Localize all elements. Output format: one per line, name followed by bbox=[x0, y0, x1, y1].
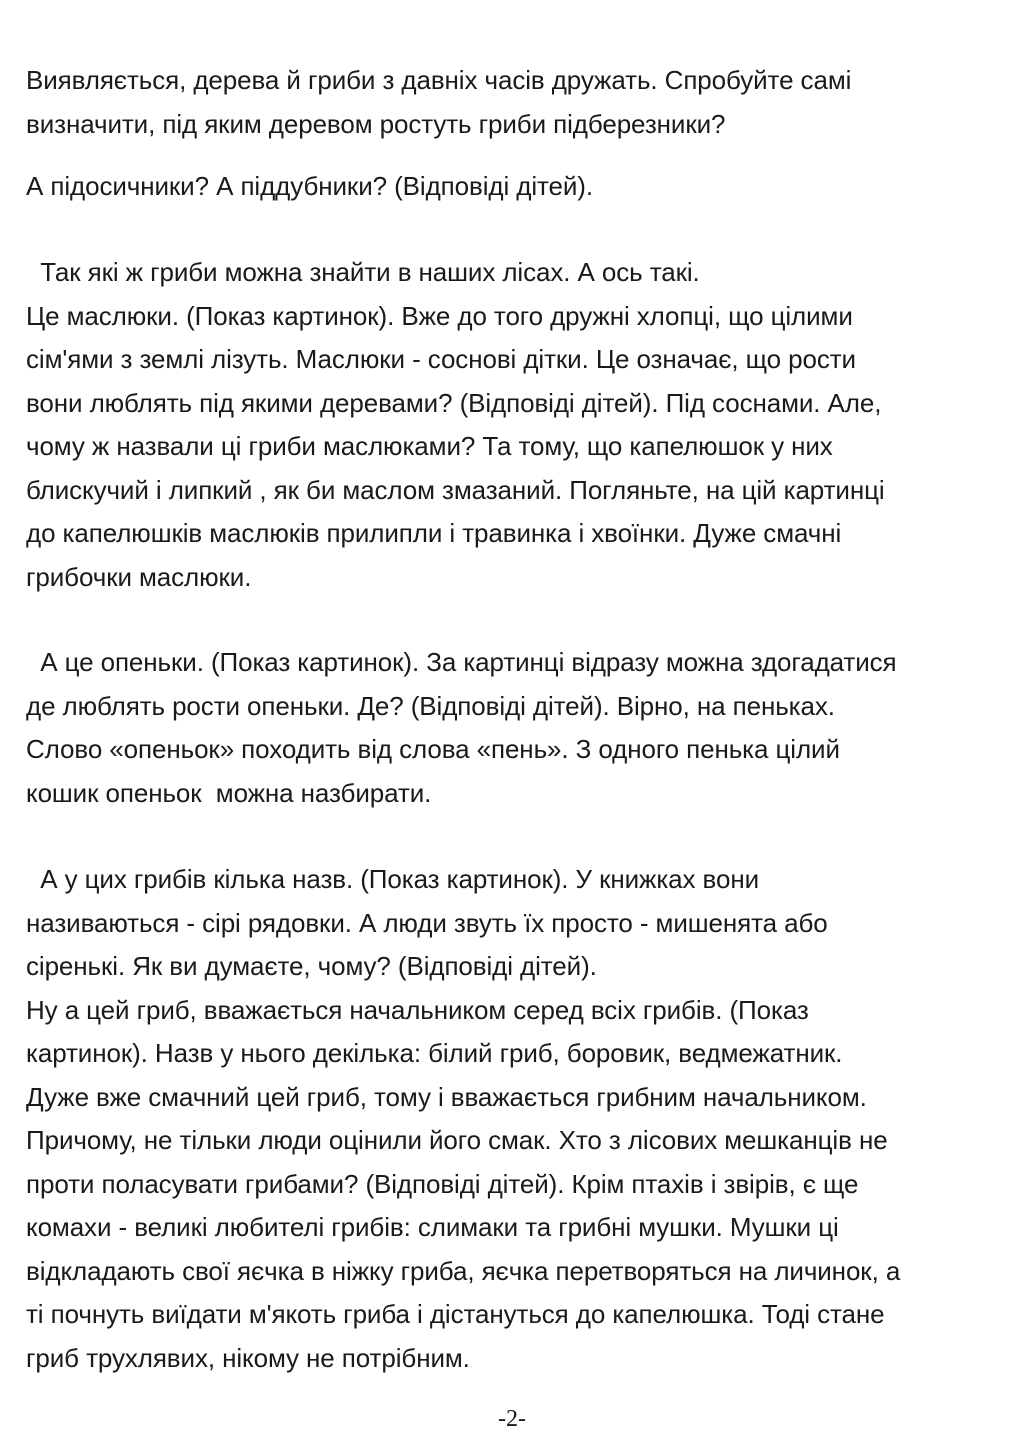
text-line: Так які ж гриби можна знайти в наших лісах. А ось такі. bbox=[26, 257, 700, 287]
text-line: проти поласувати грибами? (Відповіді дітей). Крім птахів і звірів, є ще bbox=[26, 1168, 859, 1199]
text-line: Слово «опеньок» походить від слова «пень». З одного пенька цілий bbox=[26, 734, 840, 764]
text-line: А це опеньки. (Показ картинок). За картинці відразу можна здогадатися bbox=[26, 647, 897, 677]
text-line: до капелюшків маслюків прилипли і травинка і хвоїнки. Дуже смачні bbox=[26, 518, 842, 548]
text-line: грибочки маслюки. bbox=[26, 561, 252, 592]
text-line: вони люблять під якими деревами? (Відповіді дітей). Під соснами. Але, bbox=[26, 387, 882, 418]
text-line: ті почнуть виїдати м'якоть гриба і дістануться до капелюшка. Тоді стане bbox=[26, 1299, 885, 1329]
text-line: картинок). Назв у нього декілька: білий гриб, боровик, ведмежатник. bbox=[26, 1038, 843, 1068]
text-line: де люблять рости опеньки. Де? (Відповіді дітей). Вірно, на пеньках. bbox=[26, 690, 835, 721]
paragraph-openky bbox=[26, 641, 996, 815]
text-line: Це маслюки. (Показ картинок). Вже до того дружні хлопці, що цілими bbox=[26, 300, 853, 331]
paragraph-question bbox=[26, 165, 996, 209]
text-line: А у цих грибів кілька назв. (Показ картинок). У книжках вони bbox=[26, 864, 760, 894]
paragraph-masliuky bbox=[26, 251, 996, 599]
text-line: відкладають свої яєчка в ніжку гриба, яєчка перетворяться на личинок, а bbox=[26, 1255, 901, 1286]
text-line: комахи - великі любителі грибів: слимаки та грибні мушки. Мушки ці bbox=[26, 1212, 839, 1242]
paragraph-intro bbox=[26, 59, 996, 146]
text-line: називаються - сірі рядовки. А люди звуть їх просто - мишенята або bbox=[26, 907, 828, 938]
text-line: чому ж назвали ці гриби маслюками? Та тому, що капелюшок у них bbox=[26, 431, 833, 461]
text-line: кошик опеньок можна назбирати. bbox=[26, 777, 432, 808]
text-line: сім'ями з землі лізуть. Маслюки - соснові дітки. Це означає, що рости bbox=[26, 344, 856, 374]
text-line: сіренькі. Як ви думаєте, чому? (Відповіді дітей). bbox=[26, 951, 597, 981]
paragraph-riadovky-borovyk bbox=[26, 858, 996, 1380]
text-line: Ну а цей гриб, вважається начальником серед всіх грибів. (Показ bbox=[26, 994, 809, 1025]
text-line: блискучий і липкий , як би маслом змазаний. Погляньте, на цій картинці bbox=[26, 474, 885, 505]
text-line: визначити, під яким деревом ростуть гриби підберезники? bbox=[26, 108, 726, 139]
text-line: А підосичники? А піддубники? (Відповіді дітей). bbox=[26, 171, 593, 201]
text-line: Дуже вже смачний цей гриб, тому і вважається грибним начальником. bbox=[26, 1081, 867, 1112]
text-line: Виявляється, дерева й гриби з давніх часів дружать. Спробуйте самі bbox=[26, 65, 852, 95]
page-number: -2- bbox=[498, 1406, 526, 1432]
text-line: Причому, не тільки люди оцінили його смак. Хто з лісових мешканців не bbox=[26, 1125, 888, 1155]
text-line: гриб трухлявих, нікому не потрібним. bbox=[26, 1342, 470, 1373]
